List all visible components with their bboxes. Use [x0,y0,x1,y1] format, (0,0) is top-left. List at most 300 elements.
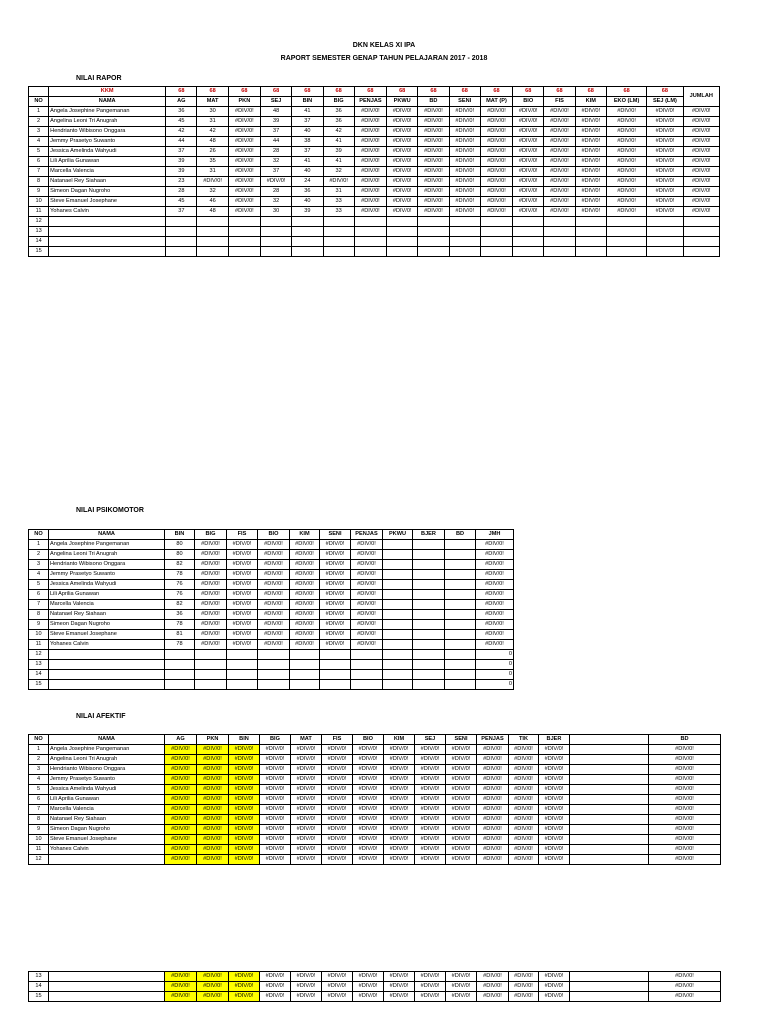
grade-cell: #DIV/0! [509,745,539,755]
grade-cell: #DIV/0! [446,765,477,775]
grade-cell [570,825,649,835]
grade-cell: #DIV/0! [477,765,509,775]
grade-cell: #DIV/0! [387,187,418,197]
grade-cell: #DIV/0! [415,755,446,765]
grade-cell [418,237,449,247]
grade-cell [413,650,445,660]
grade-cell: #DIV/0! [476,590,514,600]
grade-cell: #DIV/0! [165,805,197,815]
grade-cell: #DIV/0! [384,765,415,775]
grade-cell: #DIV/0! [649,815,721,825]
table-row [29,805,721,815]
grade-cell: #DIV/0! [353,765,384,775]
grade-cell [354,217,386,227]
grade-cell: #DIV/0! [195,590,227,600]
grade-cell [606,217,646,227]
row-number: 6 [29,157,49,167]
grade-cell [445,570,476,580]
student-name [49,855,165,865]
grade-cell: #DIV/0! [480,157,512,167]
grade-cell: #DIV/0! [260,845,291,855]
column-header: NO [29,735,49,745]
grade-cell: #DIV/0! [415,815,446,825]
grade-cell [387,237,418,247]
grade-cell: #DIV/0! [291,775,322,785]
grade-cell: #DIV/0! [258,630,290,640]
grade-cell: #DIV/0! [476,570,514,580]
grade-cell [165,680,195,690]
column-header: FIS [227,530,258,540]
grade-cell: #DIV/0! [683,127,719,137]
column-header: FIS [544,97,575,107]
grade-cell: #DIV/0! [509,835,539,845]
grade-cell: #DIV/0! [260,815,291,825]
grade-cell: #DIV/0! [353,775,384,785]
grade-cell: #DIV/0! [415,972,446,982]
grade-cell: 40 [292,167,323,177]
grade-cell: #DIV/0! [544,207,575,217]
student-name: Natanael Rey Siahaan [49,177,166,187]
grade-cell: 39 [292,207,323,217]
grade-cell: #DIV/0! [384,795,415,805]
grade-cell: #DIV/0! [446,982,477,992]
grade-cell [227,660,258,670]
document-title: DKN KELAS XI IPA [352,42,416,49]
grade-cell: #DIV/0! [351,550,383,560]
grade-cell: 37 [292,147,323,157]
column-header: EKO (LM) [606,97,646,107]
table-row [29,680,514,690]
grade-cell: #DIV/0! [446,845,477,855]
row-number: 14 [29,982,49,992]
grade-cell [418,227,449,237]
grade-cell [570,755,649,765]
student-name: Steve Emanuel Josephane [49,630,165,640]
grade-cell [413,640,445,650]
grade-cell: 28 [260,147,291,157]
table-row [29,217,720,227]
grade-cell: #DIV/0! [477,805,509,815]
student-name: Angelina Leoni Tri Anugrah [49,550,165,560]
kkm-row [29,87,720,97]
grade-cell: #DIV/0! [575,187,606,197]
grade-cell [606,247,646,257]
grade-cell: #DIV/0! [683,197,719,207]
grade-cell: #DIV/0! [195,610,227,620]
grade-cell: #DIV/0! [258,540,290,550]
grade-cell: #DIV/0! [477,775,509,785]
grade-cell: #DIV/0! [260,775,291,785]
grade-cell: #DIV/0! [353,845,384,855]
grade-cell: #DIV/0! [446,855,477,865]
afektif-table-continued [28,971,721,1002]
grade-cell: #DIV/0! [260,825,291,835]
grade-cell [683,227,719,237]
grade-cell [197,217,228,227]
row-number: 12 [29,855,49,865]
document-subtitle: RAPORT SEMESTER GENAP TAHUN PELAJARAN 2017 - 2018 [280,55,488,62]
grade-cell [292,237,323,247]
grade-cell: #DIV/0! [513,147,544,157]
grade-cell: #DIV/0! [165,775,197,785]
grade-cell: #DIV/0! [322,855,353,865]
grade-cell: #DIV/0! [228,187,260,197]
table-row [29,237,720,247]
grade-cell: #DIV/0! [260,992,291,1002]
grade-cell: #DIV/0! [195,600,227,610]
grade-cell [383,610,413,620]
grade-cell: #DIV/0! [228,137,260,147]
grade-cell: #DIV/0! [290,590,320,600]
grade-cell: #DIV/0! [229,755,260,765]
grade-cell: 78 [165,570,195,580]
grade-cell: #DIV/0! [320,570,351,580]
student-name: Steve Emanuel Josephane [49,197,166,207]
grade-cell: #DIV/0! [477,992,509,1002]
grade-cell: 33 [323,207,354,217]
column-header: SENI [449,97,480,107]
grade-cell: #DIV/0! [322,795,353,805]
grade-cell: #DIV/0! [480,117,512,127]
grade-cell [320,680,351,690]
grade-cell: #DIV/0! [384,855,415,865]
grade-cell: #DIV/0! [165,795,197,805]
student-name: Jessica Amelinda Wahyudi [49,147,166,157]
row-number: 1 [29,107,49,117]
grade-cell: #DIV/0! [649,805,721,815]
grade-cell [387,227,418,237]
grade-cell [413,620,445,630]
kkm-value: 68 [575,87,606,97]
student-name: Hendrianto Wibisono Onggara [49,560,165,570]
grade-cell [197,247,228,257]
row-number: 5 [29,580,49,590]
grade-cell: #DIV/0! [387,117,418,127]
grade-cell: #DIV/0! [165,992,197,1002]
kkm-value: 68 [647,87,683,97]
grade-cell: 42 [197,127,228,137]
grade-cell: #DIV/0! [683,207,719,217]
column-header: AG [165,735,197,745]
grade-cell: #DIV/0! [353,972,384,982]
table-row [29,187,720,197]
column-header: BIG [323,97,354,107]
grade-cell: #DIV/0! [387,197,418,207]
grade-cell: 46 [197,197,228,207]
row-number: 8 [29,177,49,187]
grade-cell: #DIV/0! [449,137,480,147]
grade-cell: #DIV/0! [351,590,383,600]
grade-cell: 41 [323,137,354,147]
grade-cell: 81 [165,630,195,640]
grade-cell: 37 [166,207,197,217]
grade-cell [544,217,575,227]
column-header: KIM [575,97,606,107]
grade-cell [166,217,197,227]
grade-cell: #DIV/0! [197,765,229,775]
grade-cell: #DIV/0! [575,167,606,177]
grade-cell: #DIV/0! [513,157,544,167]
grade-cell: #DIV/0! [351,600,383,610]
kkm-value: 68 [513,87,544,97]
grade-cell: #DIV/0! [387,137,418,147]
grade-cell: #DIV/0! [509,845,539,855]
grade-cell: 36 [323,117,354,127]
grade-cell: #DIV/0! [606,147,646,157]
grade-cell: #DIV/0! [509,775,539,785]
grade-cell: 28 [166,187,197,197]
grade-cell: 24 [292,177,323,187]
grade-cell [351,670,383,680]
grade-cell: #DIV/0! [351,630,383,640]
grade-cell [575,247,606,257]
grade-cell: #DIV/0! [446,805,477,815]
grade-cell: #DIV/0! [647,147,683,157]
grade-cell: #DIV/0! [477,755,509,765]
row-number: 13 [29,660,49,670]
grade-cell: #DIV/0! [449,187,480,197]
table-row [29,835,721,845]
grade-cell: #DIV/0! [446,972,477,982]
grade-cell: #DIV/0! [446,775,477,785]
kkm-value: 68 [197,87,228,97]
grade-cell [383,550,413,560]
grade-cell [413,550,445,560]
grade-cell: #DIV/0! [606,137,646,147]
grade-cell: 36 [323,107,354,117]
student-name [49,982,165,992]
table-row [29,540,514,550]
grade-cell: #DIV/0! [544,157,575,167]
grade-cell: #DIV/0! [320,610,351,620]
row-number: 9 [29,187,49,197]
grade-cell: #DIV/0! [449,157,480,167]
grade-cell: #DIV/0! [480,187,512,197]
grade-cell: #DIV/0! [683,117,719,127]
grade-cell [445,680,476,690]
grade-cell: #DIV/0! [260,805,291,815]
grade-cell: #DIV/0! [354,107,386,117]
grade-cell: #DIV/0! [415,835,446,845]
grade-cell: #DIV/0! [477,815,509,825]
grade-cell [354,247,386,257]
grade-cell [570,982,649,992]
column-header: BIO [353,735,384,745]
grade-cell: #DIV/0! [291,805,322,815]
grade-cell [413,540,445,550]
grade-cell: #DIV/0! [228,197,260,207]
grade-cell: #DIV/0! [165,972,197,982]
grade-cell: #DIV/0! [260,835,291,845]
student-name: Marcella Valencia [49,167,166,177]
table-row [29,992,721,1002]
row-number: 7 [29,805,49,815]
table-row [29,620,514,630]
grade-cell: #DIV/0! [418,157,449,167]
grade-cell: 40 [292,127,323,137]
grade-cell: #DIV/0! [476,630,514,640]
grade-cell: #DIV/0! [384,755,415,765]
grade-cell: #DIV/0! [322,845,353,855]
table-row [29,127,720,137]
table-row [29,755,721,765]
grade-cell: #DIV/0! [258,600,290,610]
row-number: 2 [29,117,49,127]
grade-cell: #DIV/0! [227,580,258,590]
grade-cell: #DIV/0! [647,157,683,167]
grade-cell: 35 [197,157,228,167]
grade-cell: #DIV/0! [227,570,258,580]
grade-cell: 32 [197,187,228,197]
grade-cell [449,217,480,227]
grade-cell: #DIV/0! [446,795,477,805]
grade-cell: #DIV/0! [544,177,575,187]
grade-cell [445,600,476,610]
grade-cell: #DIV/0! [387,107,418,117]
grade-cell [292,247,323,257]
grade-cell: #DIV/0! [291,785,322,795]
grade-cell [570,845,649,855]
grade-cell: #DIV/0! [509,795,539,805]
grade-cell: #DIV/0! [291,745,322,755]
grade-cell: #DIV/0! [647,167,683,177]
student-name: Lili Aprilia Gunawan [49,795,165,805]
table-row [29,785,721,795]
row-number: 2 [29,550,49,560]
grade-cell: #DIV/0! [649,785,721,795]
grade-cell: #DIV/0! [509,992,539,1002]
grade-cell: #DIV/0! [649,845,721,855]
grade-cell: #DIV/0! [320,580,351,590]
grade-cell: #DIV/0! [647,107,683,117]
grade-cell: #DIV/0! [415,745,446,755]
table-row [29,765,721,775]
grade-cell: #DIV/0! [353,755,384,765]
table-row [29,670,514,680]
grade-cell [260,237,291,247]
grade-cell: #DIV/0! [229,745,260,755]
row-number: 5 [29,147,49,157]
row-number: 6 [29,590,49,600]
grade-cell: #DIV/0! [290,630,320,640]
grade-cell: #DIV/0! [387,147,418,157]
grade-cell: #DIV/0! [449,107,480,117]
grade-cell [351,680,383,690]
grade-cell: #DIV/0! [353,745,384,755]
grade-cell: #DIV/0! [228,127,260,137]
grade-cell [383,580,413,590]
student-name: Jemmy Prasetyo Suwanto [49,775,165,785]
grade-cell [197,237,228,247]
column-header: BIO [513,97,544,107]
grade-cell [445,660,476,670]
student-name: Marcella Valencia [49,805,165,815]
grade-cell [445,670,476,680]
row-number: 15 [29,992,49,1002]
grade-cell [413,600,445,610]
grade-cell [260,227,291,237]
kkm-value: 68 [418,87,449,97]
grade-cell: #DIV/0! [165,855,197,865]
grade-cell: #DIV/0! [165,845,197,855]
row-number: 13 [29,227,49,237]
grade-cell: #DIV/0! [539,795,570,805]
table-row [29,147,720,157]
grade-cell [449,247,480,257]
table-row [29,247,720,257]
grade-cell: #DIV/0! [509,785,539,795]
grade-cell: #DIV/0! [322,775,353,785]
grade-cell: #DIV/0! [290,600,320,610]
grade-cell: #DIV/0! [606,197,646,207]
grade-cell [383,540,413,550]
grade-cell: #DIV/0! [353,982,384,992]
grade-cell: #DIV/0! [197,745,229,755]
table-row [29,815,721,825]
row-number: 3 [29,560,49,570]
grade-cell [290,680,320,690]
grade-cell [570,805,649,815]
grade-cell: #DIV/0! [649,745,721,755]
grade-cell: #DIV/0! [649,775,721,785]
column-header: NAMA [49,735,165,745]
grade-cell [570,855,649,865]
grade-cell: #DIV/0! [291,755,322,765]
grade-cell: #DIV/0! [418,137,449,147]
grade-cell [683,237,719,247]
grade-cell: #DIV/0! [291,765,322,775]
grade-cell: #DIV/0! [476,600,514,610]
grade-cell [383,570,413,580]
table-row [29,982,721,992]
grade-cell: #DIV/0! [384,825,415,835]
grade-cell: #DIV/0! [165,765,197,775]
student-name [49,650,165,660]
grade-cell: #DIV/0! [195,570,227,580]
column-header: PKWU [383,530,413,540]
column-header: SENI [320,530,351,540]
grade-cell: #DIV/0! [606,117,646,127]
grade-cell: #DIV/0! [539,755,570,765]
grade-cell: #DIV/0! [539,785,570,795]
grade-cell [166,247,197,257]
grade-cell [647,227,683,237]
student-name: Angelina Leoni Tri Anugrah [49,117,166,127]
student-name [49,670,165,680]
grade-cell: #DIV/0! [354,207,386,217]
table-row [29,795,721,805]
grade-cell [383,600,413,610]
table-row [29,630,514,640]
grade-cell [228,227,260,237]
column-header: NO [29,530,49,540]
row-number: 12 [29,217,49,227]
grade-cell: #DIV/0! [258,560,290,570]
grade-cell: #DIV/0! [384,745,415,755]
grade-cell [418,247,449,257]
grade-cell [383,680,413,690]
grade-cell: 32 [260,197,291,207]
kkm-value: 68 [323,87,354,97]
grade-cell: #DIV/0! [320,630,351,640]
grade-cell: 76 [165,590,195,600]
grade-cell: #DIV/0! [260,982,291,992]
grade-cell: #DIV/0! [649,982,721,992]
kkm-blank-cell [29,87,49,97]
grade-cell: #DIV/0! [446,745,477,755]
row-number: 10 [29,197,49,207]
grade-cell: #DIV/0! [539,982,570,992]
